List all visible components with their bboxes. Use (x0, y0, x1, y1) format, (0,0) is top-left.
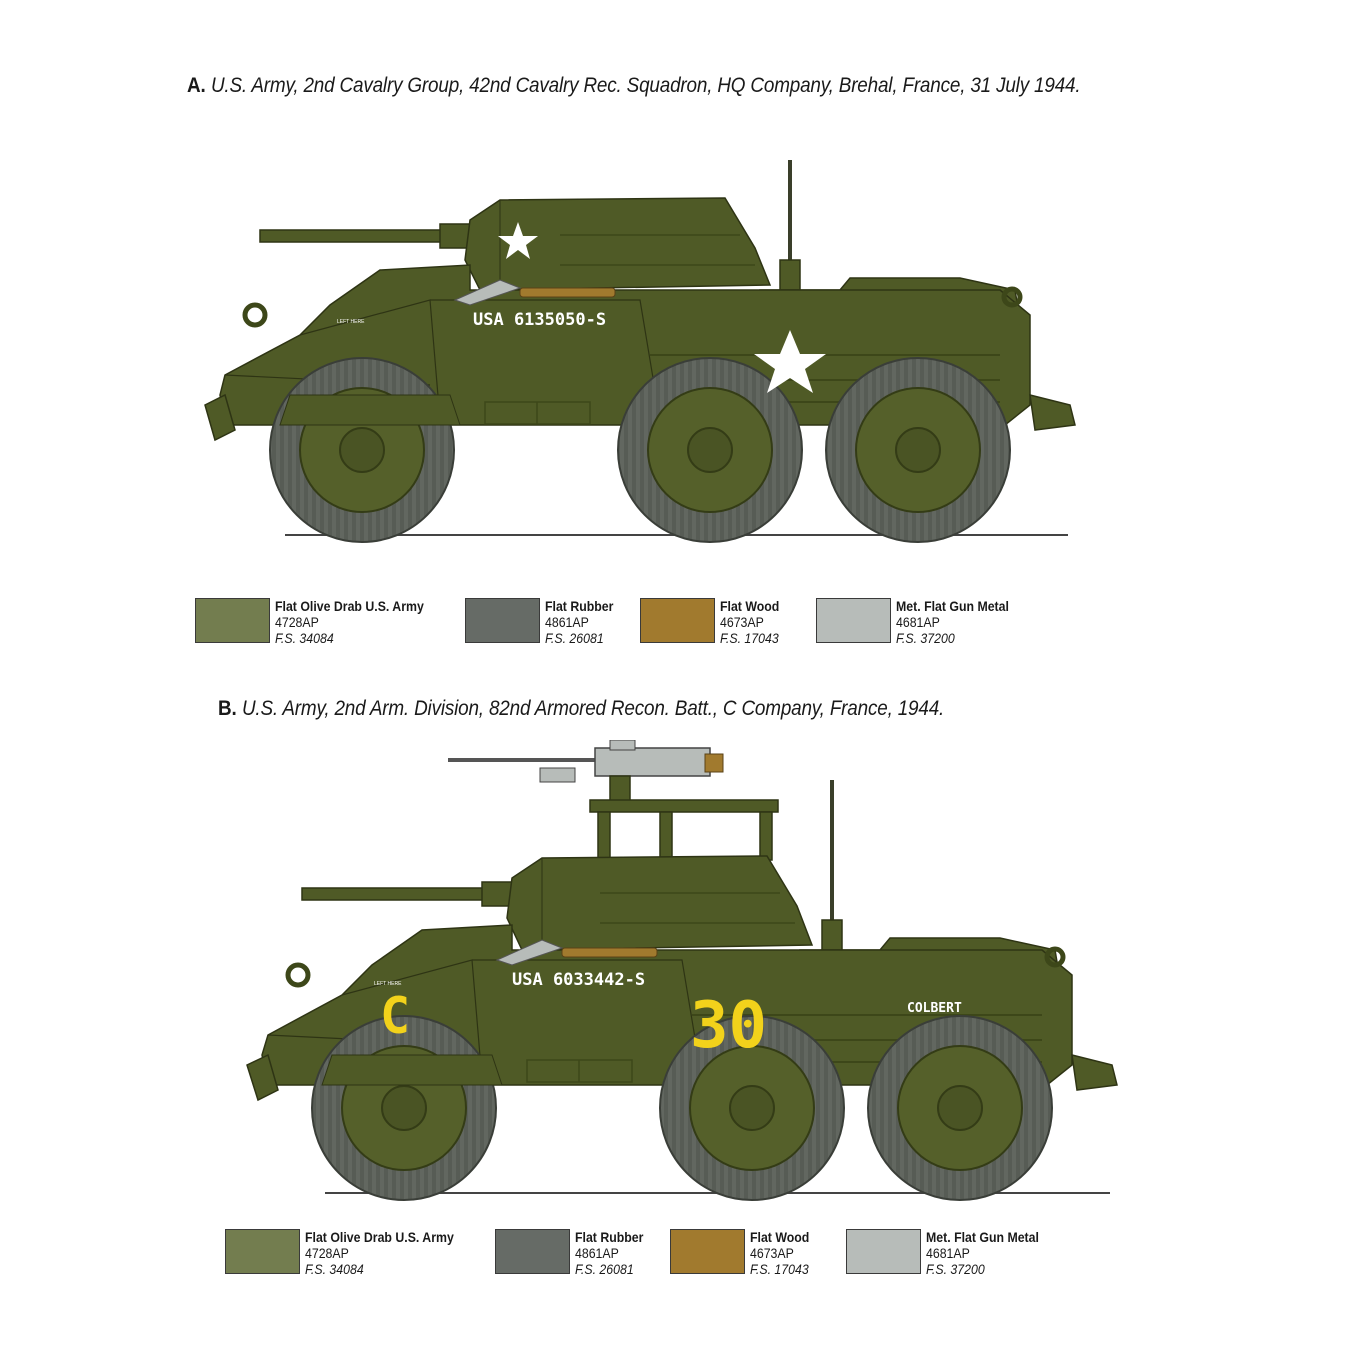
hull-serial-number: USA 6033442-S (512, 970, 646, 990)
scheme-a-caption (187, 74, 1080, 98)
hull-small-marking: LEFT HERE (374, 981, 402, 987)
company-letter-marking: C (380, 987, 411, 1045)
swatch-olive-drab (195, 598, 270, 643)
hull-small-marking: LEFT HERE (337, 319, 365, 325)
wheel (826, 358, 1010, 542)
scheme-b-caption-text: U.S. Army, 2nd Arm. Division, 82nd Armored Recon. Batt., C Company, France, 1944. (241, 697, 945, 720)
wheel (270, 358, 454, 542)
scheme-b-vehicle-illustration (0, 740, 1350, 1210)
swatch-olive-drab (225, 1229, 300, 1274)
swatch-wood (640, 598, 715, 643)
scheme-b-letter: B. (218, 697, 237, 720)
swatch-label: Flat Wood 4673AP F.S. 17043 (750, 1229, 810, 1277)
swatch-rubber (495, 1229, 570, 1274)
vehicle-name-marking: COLBERT (907, 1001, 962, 1016)
swatch-label: Met. Flat Gun Metal 4681AP F.S. 37200 (926, 1229, 1039, 1277)
swatch-rubber (465, 598, 540, 643)
swatch-label: Met. Flat Gun Metal 4681AP F.S. 37200 (896, 598, 1009, 646)
scheme-a-caption-text: U.S. Army, 2nd Cavalry Group, 42nd Cavalry Rec. Squadron, HQ Company, Brehal, France, 31 July 1944. (210, 74, 1081, 97)
hull-serial-number: USA 6135050-S (473, 310, 607, 330)
swatch-label: Flat Wood 4673AP F.S. 17043 (720, 598, 780, 646)
main-gun (260, 224, 480, 248)
scheme-a-vehicle-illustration (0, 140, 1350, 560)
main-gun (302, 882, 522, 906)
scheme-a-color-legend (195, 598, 1095, 648)
scheme-b-caption (218, 697, 944, 721)
swatch-wood (670, 1229, 745, 1274)
swatch-label: Flat Olive Drab U.S. Army 4728AP F.S. 34084 (305, 1229, 454, 1277)
turret (507, 856, 812, 950)
machine-gun (448, 740, 723, 804)
scheme-a-letter: A. (187, 74, 206, 97)
swatch-label: Flat Rubber 4861AP F.S. 26081 (575, 1229, 644, 1277)
scheme-b-color-legend (225, 1229, 1125, 1279)
vehicle-number-marking: 30 (690, 989, 768, 1063)
swatch-gun-metal (846, 1229, 921, 1274)
swatch-gun-metal (816, 598, 891, 643)
wheel (868, 1016, 1052, 1200)
swatch-label: Flat Olive Drab U.S. Army 4728AP F.S. 34084 (275, 598, 424, 646)
swatch-label: Flat Rubber 4861AP F.S. 26081 (545, 598, 614, 646)
